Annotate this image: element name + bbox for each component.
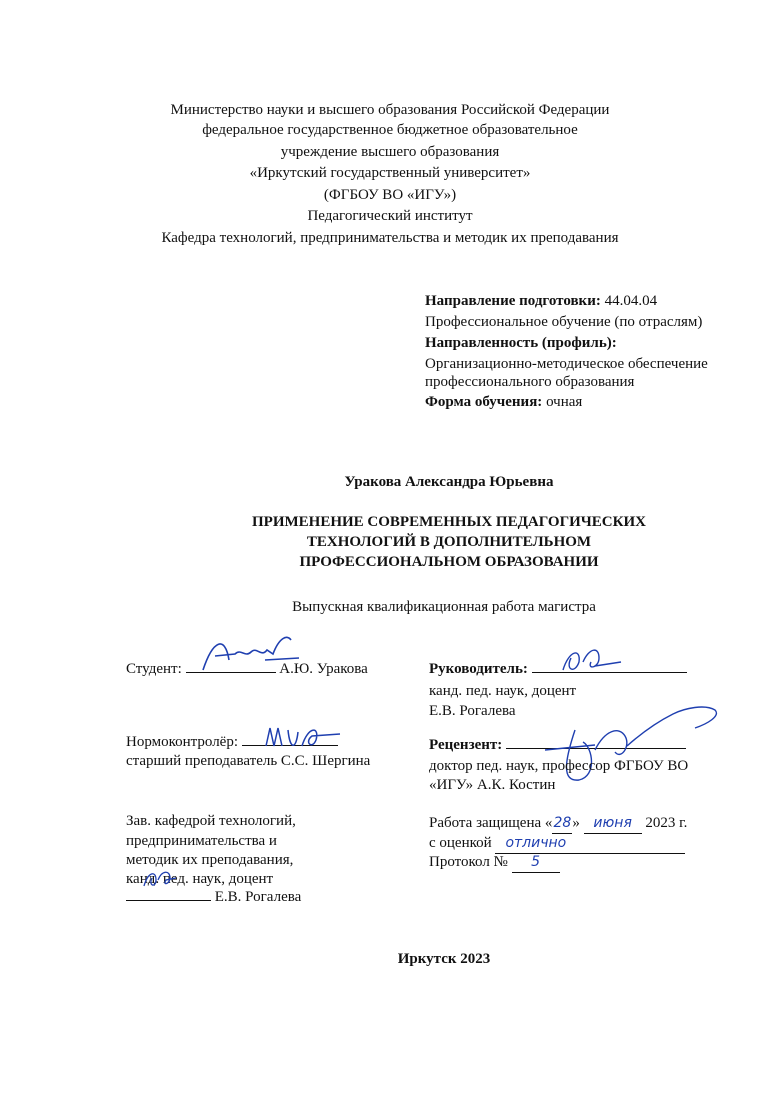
defense-year: 2023 г. (645, 815, 688, 831)
normcontrol-position: старший преподаватель С.С. Шергина (126, 753, 371, 769)
normcontrol-label: Нормоконтролёр: (126, 734, 239, 750)
head-signature-line (126, 900, 211, 901)
header-department: Кафедра технологий, предпринимательства и методик их преподавания (161, 230, 619, 246)
defense-label: Работа защищена « (429, 815, 553, 831)
direction-line (425, 292, 657, 311)
head-line-4: канд. пед. наук, доцент (126, 871, 274, 887)
reviewer-position: доктор пед. наук, профессор ФГБОУ ВО (429, 758, 689, 774)
protocol-label: Протокол № (429, 854, 508, 870)
student-label: Студент: (126, 661, 182, 677)
header-institution-type: федеральное государственное бюджетное образовательное (202, 122, 578, 138)
thesis-title-line-1: ПРИМЕНЕНИЕ СОВРЕМЕННЫХ ПЕДАГОГИЧЕСКИХ (252, 514, 646, 530)
city-year: Иркутск 2023 (397, 951, 491, 967)
supervisor-label: Руководитель: (429, 661, 528, 677)
head-line-3: методик их преподавания, (126, 852, 294, 868)
head-name-line (126, 888, 301, 907)
form-line (425, 393, 582, 412)
profile-line-2: профессионального образования (425, 374, 635, 390)
thesis-title-line-2: ТЕХНОЛОГИЙ В ДОПОЛНИТЕЛЬНОМ (306, 534, 592, 550)
author-name: Уракова Александра Юрьевна (344, 474, 554, 490)
grade-value: отлично (505, 835, 567, 851)
header-institute: Педагогический институт (307, 208, 473, 224)
form-label: Форма обучения: (425, 394, 543, 410)
defense-day: 28 (553, 815, 572, 831)
supervisor-name: Е.В. Рогалева (429, 703, 516, 719)
defense-quote-close: » (572, 815, 580, 831)
head-name: Е.В. Рогалева (214, 889, 302, 905)
supervisor-signature (555, 640, 625, 680)
protocol-number: 5 (531, 854, 541, 870)
header-ministry: Министерство науки и высшего образования Российской Федерации (170, 102, 610, 118)
profile-label: Направленность (профиль): (425, 335, 617, 351)
reviewer-name: «ИГУ» А.К. Костин (429, 777, 556, 793)
protocol-line (429, 853, 560, 873)
thesis-title-line-3: ПРОФЕССИОНАЛЬНОМ ОБРАЗОВАНИИ (299, 554, 599, 570)
supervisor-degree: канд. пед. наук, доцент (429, 683, 577, 699)
grade-label: с оценкой (429, 835, 492, 851)
normcontrol-signature (260, 720, 350, 756)
header-university-name: «Иркутский государственный университет» (249, 165, 531, 181)
head-line-1: Зав. кафедрой технологий, (126, 813, 296, 829)
work-type: Выпускная квалификационная работа магистра (292, 599, 596, 615)
defense-month: июня (593, 815, 632, 831)
direction-code: 44.04.04 (604, 293, 658, 309)
header-institution-type-2: учреждение высшего образования (280, 144, 500, 160)
header-university-abbr: (ФГБОУ ВО «ИГУ») (323, 187, 457, 203)
head-line-2: предпринимательства и (126, 833, 277, 849)
student-signature (195, 630, 305, 680)
form-value: очная (546, 394, 583, 410)
grade-line (429, 834, 685, 854)
student-name: А.Ю. Уракова (279, 661, 368, 677)
reviewer-label: Рецензент: (429, 737, 503, 753)
profile-line-1: Организационно-методическое обеспечение (425, 356, 708, 372)
direction-name: Профессиональное обучение (по отраслям) (425, 314, 703, 330)
direction-label: Направление подготовки: (425, 293, 601, 309)
defense-line (429, 814, 687, 834)
